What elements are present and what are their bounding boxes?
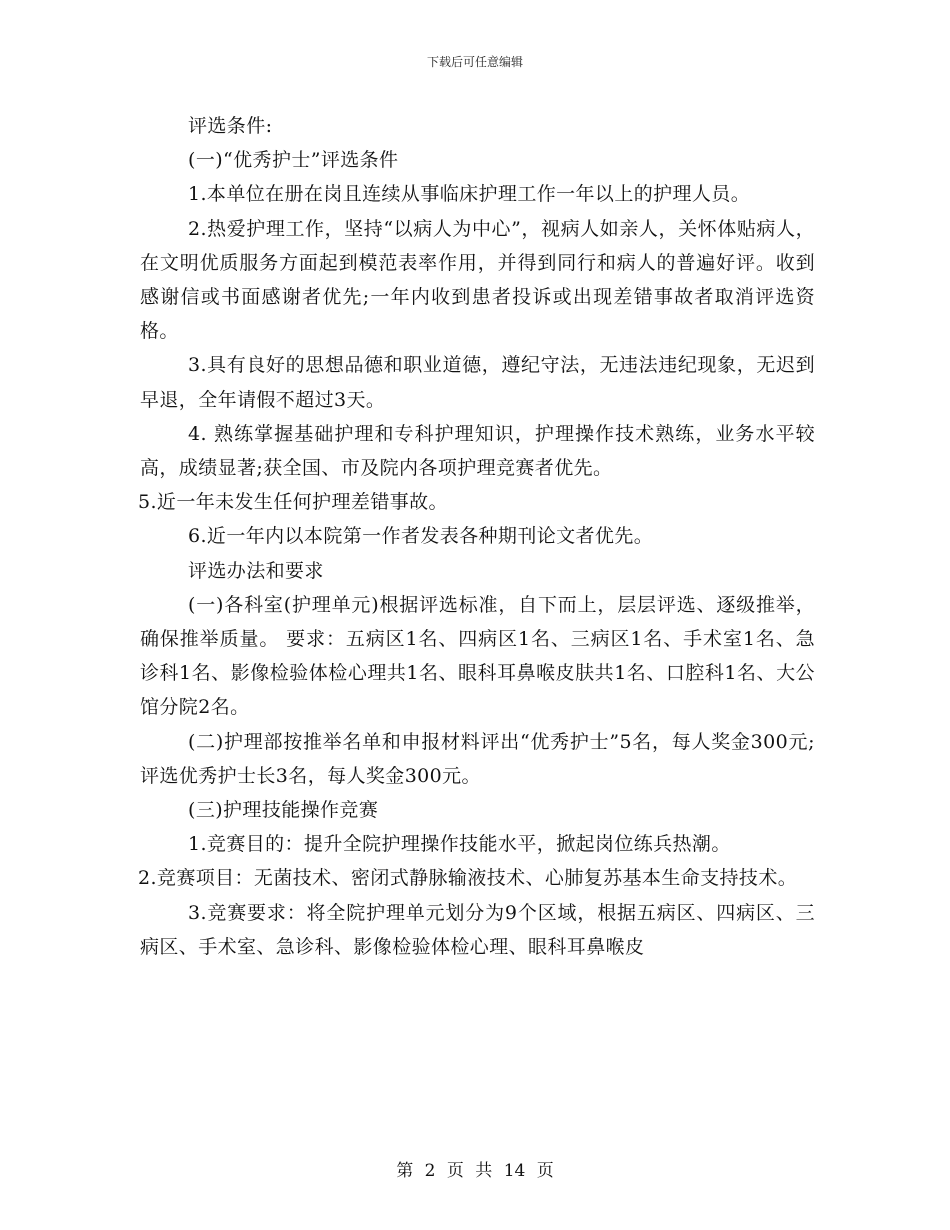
paragraph-methods-heading: 评选办法和要求 <box>188 559 324 582</box>
paragraph-method-2: (二)护理部按推举名单和申报材料评出“优秀护士”5名，每人奖金300元;评选优秀护士长3名，每人奖金300元。 <box>140 730 815 787</box>
paragraph-criterion-3: 3.具有良好的思想品德和职业道德，遵纪守法，无违法违纪现象，无迟到早退，全年请假不超过3天。 <box>140 354 815 411</box>
paragraph-criterion-6: 6.近一年内以本院第一作者发表各种期刊论文者优先。 <box>188 525 654 548</box>
document-body <box>140 109 815 964</box>
paragraph-criteria-heading: 评选条件: <box>188 115 273 137</box>
paragraph-competition-title: (三)护理技能操作竞赛 <box>188 799 379 822</box>
paragraph-competition-items: 2.竞赛项目：无菌技术、密闭式静脉输液技术、心肺复苏基本生命支持技术。 <box>138 867 798 890</box>
paragraph-criterion-5: 5.近一年未发生任何护理差错事故。 <box>138 491 448 514</box>
page-footer: 第 2 页 共 14 页 <box>396 1161 554 1181</box>
paragraph-criterion-2: 2.热爱护理工作，坚持“以病人为中心”，视病人如亲人，关怀体贴病人，在文明优质服务方面起到模范表率作用，并得到同行和病人的普遍好评。收到感谢信或书面感谢者优先;一年内收到患者投诉或出现差错事故者取消评选资格。 <box>140 217 815 343</box>
paragraph-method-1: (一)各科室(护理单元)根据评选标准，自下而上，层层评选、逐级推举，确保推举质量。 要求：五病区1名、四病区1名、三病区1名、手术室1名、急诊科1名、影像检验体检心理共1名、眼科耳鼻喉皮肤共1名、口腔科1名、大公馆分院2名。 <box>140 593 815 719</box>
paragraph-criterion-4: 4. 熟练掌握基础护理和专科护理知识，护理操作技术熟练，业务水平较高，成绩显著;获全国、市及院内各项护理竞赛者优先。 <box>140 422 815 480</box>
paragraph-nurse-criteria-title: (一)“优秀护士”评选条件 <box>188 149 399 172</box>
paragraph-competition-requirements: 3.竞赛要求：将全院护理单元划分为9个区域，根据五病区、四病区、三病区、手术室、急诊科、影像检验体检心理、眼科耳鼻喉皮 <box>140 901 815 958</box>
paragraph-criterion-1: 1.本单位在册在岗且连续从事临床护理工作一年以上的护理人员。 <box>188 183 751 206</box>
paragraph-competition-purpose: 1.竞赛目的：提升全院护理操作技能水平，掀起岗位练兵热潮。 <box>188 833 731 856</box>
page-header: 下载后可任意编辑 <box>426 55 523 69</box>
